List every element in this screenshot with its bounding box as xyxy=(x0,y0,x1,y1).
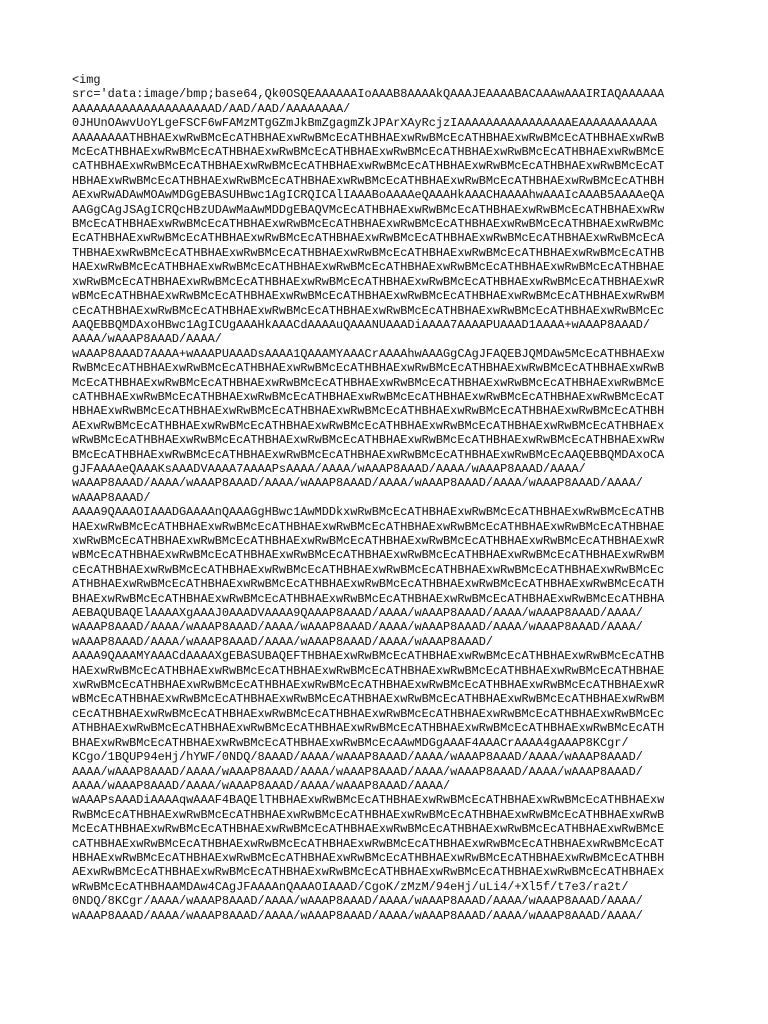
text-line: McEcATHBHAExwRwBMcEcATHBHAExwRwBMcEcATHBHAExwRwBMcEcATHBHAExwRwBMcEcATHBHAExwRwBMcE xyxy=(72,822,665,837)
text-line: cEcATHBHAExwRwBMcEcATHBHAExwRwBMcEcATHBHAExwRwBMcEcATHBHAExwRwBMcEcATHBHAExwRwBMcEc xyxy=(72,562,665,577)
text-line: <img xyxy=(72,73,101,87)
text-line: wAAAPsAAADiAAAAqwAAAF4BAQElTHBHAExwRwBMcEcATHBHAExwRwBMcEcATHBHAExwRwBMcEcATHBHAExw xyxy=(72,793,665,808)
text-line: 0JHUnOAwvUoYLgeFSCF6wFAMzMTgGZmJkBmZgagmZkJPArXAyRcjzIAAAAAAAAAAAAAAAAEAAAAAAAAAAA xyxy=(72,116,658,131)
text-line: AAAA9QAAAMYAAACdAAAAXgEBASUBAQEFTHBHAExwRwBMcEcATHBHAExwRwBMcEcATHBHAExwRwBMcEcATHB xyxy=(72,649,665,664)
text-line: AExwRwADAwMOAwMDGgEBASUHBwc1AgICRQICAlIAAABoAAAAeQAAAHkAAACHAAAAhwAAAIcAAAB5AAAAeQA xyxy=(72,188,665,203)
text-line: wAAAP8AAAD/AAAA/wAAAP8AAAD/AAAA/wAAAP8AAAD/AAAA/wAAAP8AAAD/AAAA/wAAAP8AAAD/AAAA/ xyxy=(72,476,643,491)
text-line: KCgo/1BQUP94eHj/hYWF/0NDQ/8AAAD/AAAA/wAAAP8AAAD/AAAA/wAAAP8AAAD/AAAA/wAAAP8AAAD/ xyxy=(72,750,643,765)
text-line: AAGgCAgJSAgICRQcHBzUDAwMaAwMDDgEBAQVMcEcATHBHAExwRwBMcEcATHBHAExwRwBMcEcATHBHAExwRw xyxy=(72,202,665,217)
text-line: BHAExwRwBMcEcATHBHAExwRwBMcEcATHBHAExwRwBMcEcAAwMDGgAAAF4AAACrAAAA4gAAAP8KCgr/ xyxy=(72,735,629,750)
text-line: HAExwRwBMcEcATHBHAExwRwBMcEcATHBHAExwRwBMcEcATHBHAExwRwBMcEcATHBHAExwRwBMcEcATHBHAE xyxy=(72,663,665,678)
text-line: gJFAAAAeQAAAKsAAADVAAAA7AAAAPsAAAA/AAAA/wAAAP8AAAD/AAAA/wAAAP8AAAD/AAAA/ xyxy=(72,461,586,476)
text-line: BHAExwRwBMcEcATHBHAExwRwBMcEcATHBHAExwRwBMcEcATHBHAExwRwBMcEcATHBHAExwRwBMcEcATHBHA xyxy=(72,591,665,606)
text-line: AAAA9QAAAOIAAADGAAAAnQAAAGgHBwc1AwMDDkxwRwBMcEcATHBHAExwRwBMcEcATHBHAExwRwBMcEcATHB xyxy=(72,505,665,520)
text-line: wAAAP8AAAD/ xyxy=(72,490,151,505)
text-line: wBMcEcATHBHAExwRwBMcEcATHBHAExwRwBMcEcATHBHAExwRwBMcEcATHBHAExwRwBMcEcATHBHAExwRwBM xyxy=(72,289,665,304)
text-line: RwBMcEcATHBHAExwRwBMcEcATHBHAExwRwBMcEcATHBHAExwRwBMcEcATHBHAExwRwBMcEcATHBHAExwRwB xyxy=(72,361,665,376)
text-line: McEcATHBHAExwRwBMcEcATHBHAExwRwBMcEcATHBHAExwRwBMcEcATHBHAExwRwBMcEcATHBHAExwRwBMcE xyxy=(72,145,665,160)
text-line: AEBAQUBAQElAAAAXgAAAJ0AAADVAAAA9QAAAP8AAAD/AAAA/wAAAP8AAAD/AAAA/wAAAP8AAAD/AAAA/ xyxy=(72,606,643,621)
text-line: HBHAExwRwBMcEcATHBHAExwRwBMcEcATHBHAExwRwBMcEcATHBHAExwRwBMcEcATHBHAExwRwBMcEcATHBH xyxy=(72,404,665,419)
text-line: wBMcEcATHBHAExwRwBMcEcATHBHAExwRwBMcEcATHBHAExwRwBMcEcATHBHAExwRwBMcEcATHBHAExwRwBM xyxy=(72,548,665,563)
text-line: AAQEBBQMDAxoHBwc1AgICUgAAAHkAAACdAAAAuQAAANUAAADiAAAA7AAAAPUAAAD1AAAA+wAAAP8AAAD/ xyxy=(72,317,650,332)
text-line: HAExwRwBMcEcATHBHAExwRwBMcEcATHBHAExwRwBMcEcATHBHAExwRwBMcEcATHBHAExwRwBMcEcATHBHAE xyxy=(72,519,665,534)
text-line: ATHBHAExwRwBMcEcATHBHAExwRwBMcEcATHBHAExwRwBMcEcATHBHAExwRwBMcEcATHBHAExwRwBMcEcATH xyxy=(72,721,665,736)
text-line: THBHAExwRwBMcEcATHBHAExwRwBMcEcATHBHAExwRwBMcEcATHBHAExwRwBMcEcATHBHAExwRwBMcEcATHB xyxy=(72,245,665,260)
text-line: 0NDQ/8KCgr/AAAA/wAAAP8AAAD/AAAA/wAAAP8AAAD/AAAA/wAAAP8AAAD/AAAA/wAAAP8AAAD/AAAA/ xyxy=(72,894,643,909)
text-line: xwRwBMcEcATHBHAExwRwBMcEcATHBHAExwRwBMcEcATHBHAExwRwBMcEcATHBHAExwRwBMcEcATHBHAExwR xyxy=(72,534,665,548)
text-line: xwRwBMcEcATHBHAExwRwBMcEcATHBHAExwRwBMcEcATHBHAExwRwBMcEcATHBHAExwRwBMcEcATHBHAExwR xyxy=(72,274,665,289)
text-line: McEcATHBHAExwRwBMcEcATHBHAExwRwBMcEcATHBHAExwRwBMcEcATHBHAExwRwBMcEcATHBHAExwRwBMcE xyxy=(72,375,665,390)
text-line: src='data:image/bmp;base64,Qk0OSQEAAAAAAIoAAAB8AAAAkQAAAJEAAAABACAAAwAAAIRIAQAAAAAA xyxy=(72,87,665,102)
text-line: AAAA/wAAAP8AAAD/AAAA/wAAAP8AAAD/AAAA/wAAAP8AAAD/AAAA/ xyxy=(72,778,451,793)
text-line: cEcATHBHAExwRwBMcEcATHBHAExwRwBMcEcATHBHAExwRwBMcEcATHBHAExwRwBMcEcATHBHAExwRwBMcEc xyxy=(72,706,665,721)
text-line: cATHBHAExwRwBMcEcATHBHAExwRwBMcEcATHBHAExwRwBMcEcATHBHAExwRwBMcEcATHBHAExwRwBMcEcAT xyxy=(72,836,665,851)
text-line: wAAAP8AAAD/AAAA/wAAAP8AAAD/AAAA/wAAAP8AAAD/AAAA/wAAAP8AAAD/AAAA/wAAAP8AAAD/AAAA/ xyxy=(72,620,643,635)
text-line: HAExwRwBMcEcATHBHAExwRwBMcEcATHBHAExwRwBMcEcATHBHAExwRwBMcEcATHBHAExwRwBMcEcATHBHAE xyxy=(72,260,665,275)
text-line: BMcEcATHBHAExwRwBMcEcATHBHAExwRwBMcEcATHBHAExwRwBMcEcATHBHAExwRwBMcEcAAQEBBQMDAxoCA xyxy=(72,447,665,462)
text-line: xwRwBMcEcATHBHAExwRwBMcEcATHBHAExwRwBMcEcATHBHAExwRwBMcEcATHBHAExwRwBMcEcATHBHAExwR xyxy=(72,678,665,693)
text-line: AAAA/wAAAP8AAAD/AAAA/wAAAP8AAAD/AAAA/wAAAP8AAAD/AAAA/wAAAP8AAAD/AAAA/wAAAP8AAAD/ xyxy=(72,764,643,779)
text-line: AExwRwBMcEcATHBHAExwRwBMcEcATHBHAExwRwBMcEcATHBHAExwRwBMcEcATHBHAExwRwBMcEcATHBHAEx xyxy=(72,418,665,433)
text-line: wAAAP8AAAD7AAAA+wAAAPUAAADsAAAA1QAAAMYAAACrAAAAhwAAAGgCAgJFAQEBJQMDAw5McEcATHBHAExw xyxy=(72,346,665,361)
text-line: wBMcEcATHBHAExwRwBMcEcATHBHAExwRwBMcEcATHBHAExwRwBMcEcATHBHAExwRwBMcEcATHBHAExwRwBM xyxy=(72,692,665,707)
text-line: HBHAExwRwBMcEcATHBHAExwRwBMcEcATHBHAExwRwBMcEcATHBHAExwRwBMcEcATHBHAExwRwBMcEcATHBH xyxy=(72,850,665,865)
document-text-block xyxy=(72,73,702,923)
text-line: AAAA/wAAAP8AAAD/AAAA/ xyxy=(72,332,222,347)
text-line: wRwBMcEcATHBHAExwRwBMcEcATHBHAExwRwBMcEcATHBHAExwRwBMcEcATHBHAExwRwBMcEcATHBHAExwRw xyxy=(72,433,665,448)
text-line: BMcEcATHBHAExwRwBMcEcATHBHAExwRwBMcEcATHBHAExwRwBMcEcATHBHAExwRwBMcEcATHBHAExwRwBMc xyxy=(72,217,665,232)
text-line: ATHBHAExwRwBMcEcATHBHAExwRwBMcEcATHBHAExwRwBMcEcATHBHAExwRwBMcEcATHBHAExwRwBMcEcATH xyxy=(72,577,665,592)
text-line: AExwRwBMcEcATHBHAExwRwBMcEcATHBHAExwRwBMcEcATHBHAExwRwBMcEcATHBHAExwRwBMcEcATHBHAEx xyxy=(72,865,665,880)
text-line: EcATHBHAExwRwBMcEcATHBHAExwRwBMcEcATHBHAExwRwBMcEcATHBHAExwRwBMcEcATHBHAExwRwBMcEcA xyxy=(72,231,665,246)
text-line: cEcATHBHAExwRwBMcEcATHBHAExwRwBMcEcATHBHAExwRwBMcEcATHBHAExwRwBMcEcATHBHAExwRwBMcEc xyxy=(72,303,665,318)
text-line: cATHBHAExwRwBMcEcATHBHAExwRwBMcEcATHBHAExwRwBMcEcATHBHAExwRwBMcEcATHBHAExwRwBMcEcAT xyxy=(72,389,665,404)
text-line: wAAAP8AAAD/AAAA/wAAAP8AAAD/AAAA/wAAAP8AAAD/AAAA/wAAAP8AAAD/ xyxy=(72,634,493,649)
text-line: HBHAExwRwBMcEcATHBHAExwRwBMcEcATHBHAExwRwBMcEcATHBHAExwRwBMcEcATHBHAExwRwBMcEcATHBH xyxy=(72,173,665,188)
text-line: AAAAAAAAAAAAAAAAAAAAD/AAD/AAD/AAAAAAAA/ xyxy=(72,101,351,116)
text-line: cATHBHAExwRwBMcEcATHBHAExwRwBMcEcATHBHAExwRwBMcEcATHBHAExwRwBMcEcATHBHAExwRwBMcEcAT xyxy=(72,159,665,174)
text-line: RwBMcEcATHBHAExwRwBMcEcATHBHAExwRwBMcEcATHBHAExwRwBMcEcATHBHAExwRwBMcEcATHBHAExwRwB xyxy=(72,807,665,822)
text-line: AAAAAAAATHBHAExwRwBMcEcATHBHAExwRwBMcEcATHBHAExwRwBMcEcATHBHAExwRwBMcEcATHBHAExwRwB xyxy=(72,130,665,145)
text-line: wAAAP8AAAD/AAAA/wAAAP8AAAD/AAAA/wAAAP8AAAD/AAAA/wAAAP8AAAD/AAAA/wAAAP8AAAD/AAAA/ xyxy=(72,908,643,923)
text-line: wRwBMcEcATHBHAAMDAw4CAgJFAAAAnQAAAOIAAAD/CgoK/zMzM/94eHj/uLi4/+Xl5f/t7e3/ra2t/ xyxy=(72,879,629,894)
